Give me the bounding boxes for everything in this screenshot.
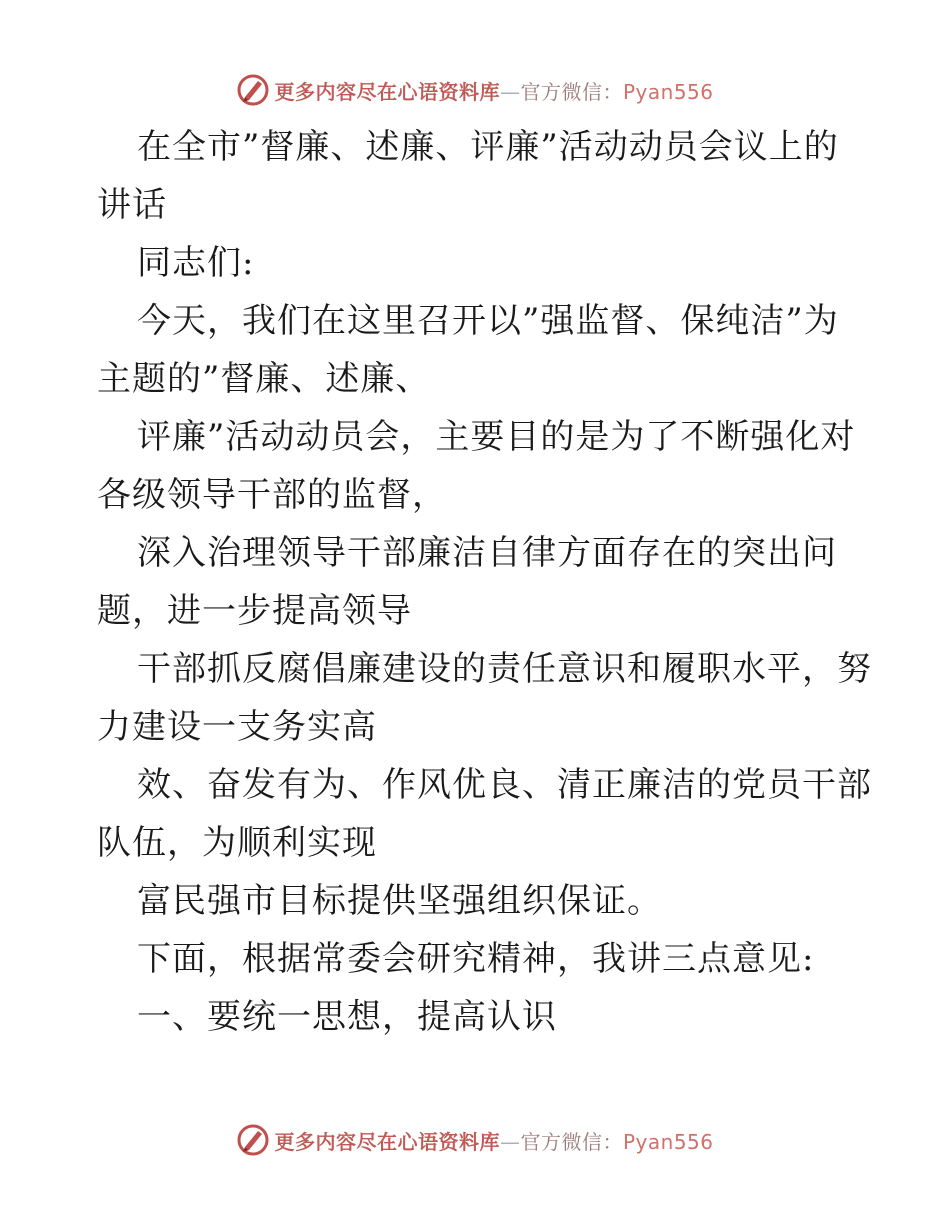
watermark-text (274, 76, 713, 105)
doc-line: 题，进一步提高领导 (97, 591, 412, 631)
pen-logo-icon (236, 73, 270, 107)
doc-line: 各级领导干部的监督， (97, 475, 447, 515)
doc-line: 深入治理领导干部廉洁自律方面存在的突出问 (137, 533, 837, 573)
doc-line: 下面，根据常委会研究精神，我讲三点意见: (137, 939, 815, 979)
watermark-dash: — (499, 1129, 521, 1154)
doc-line: 力建设一支务实高 (97, 707, 377, 747)
doc-line: 主题的”督廉、述廉、 (97, 359, 431, 399)
watermark-part1: 更多内容尽在心语资料库 (274, 79, 500, 104)
footer-watermark (0, 1120, 950, 1160)
doc-line: 评廉”活动动员会，主要目的是为了不断强化对 (137, 417, 856, 457)
doc-line: 同志们: (137, 243, 255, 283)
watermark-part1: 更多内容尽在心语资料库 (274, 1129, 500, 1154)
watermark-part3: 官方微信： (520, 1129, 623, 1154)
header-watermark (0, 70, 950, 110)
watermark-part3: 官方微信： (520, 79, 623, 104)
doc-line: 干部抓反腐倡廉建设的责任意识和履职水平，努 (137, 649, 872, 689)
doc-line: 一、要统一思想，提高认识 (137, 997, 557, 1037)
pen-logo-icon (236, 1123, 270, 1157)
watermark-wechat-id: Pyan556 (622, 79, 714, 104)
doc-line: 富民强市目标提供坚强组织保证。 (137, 881, 662, 921)
doc-line: 效、奋发有为、作风优良、清正廉洁的党员干部 (137, 765, 872, 805)
doc-line: 队伍，为顺利实现 (97, 823, 377, 863)
watermark-wechat-id: Pyan556 (622, 1129, 714, 1154)
doc-line: 今天，我们在这里召开以”强监督、保纯洁”为 (137, 301, 839, 341)
watermark-text (274, 1126, 713, 1155)
watermark-dash: — (499, 79, 521, 104)
doc-line: 在全市”督廉、述廉、评廉”活动动员会议上的 (137, 127, 839, 167)
doc-line: 讲话 (97, 185, 167, 225)
